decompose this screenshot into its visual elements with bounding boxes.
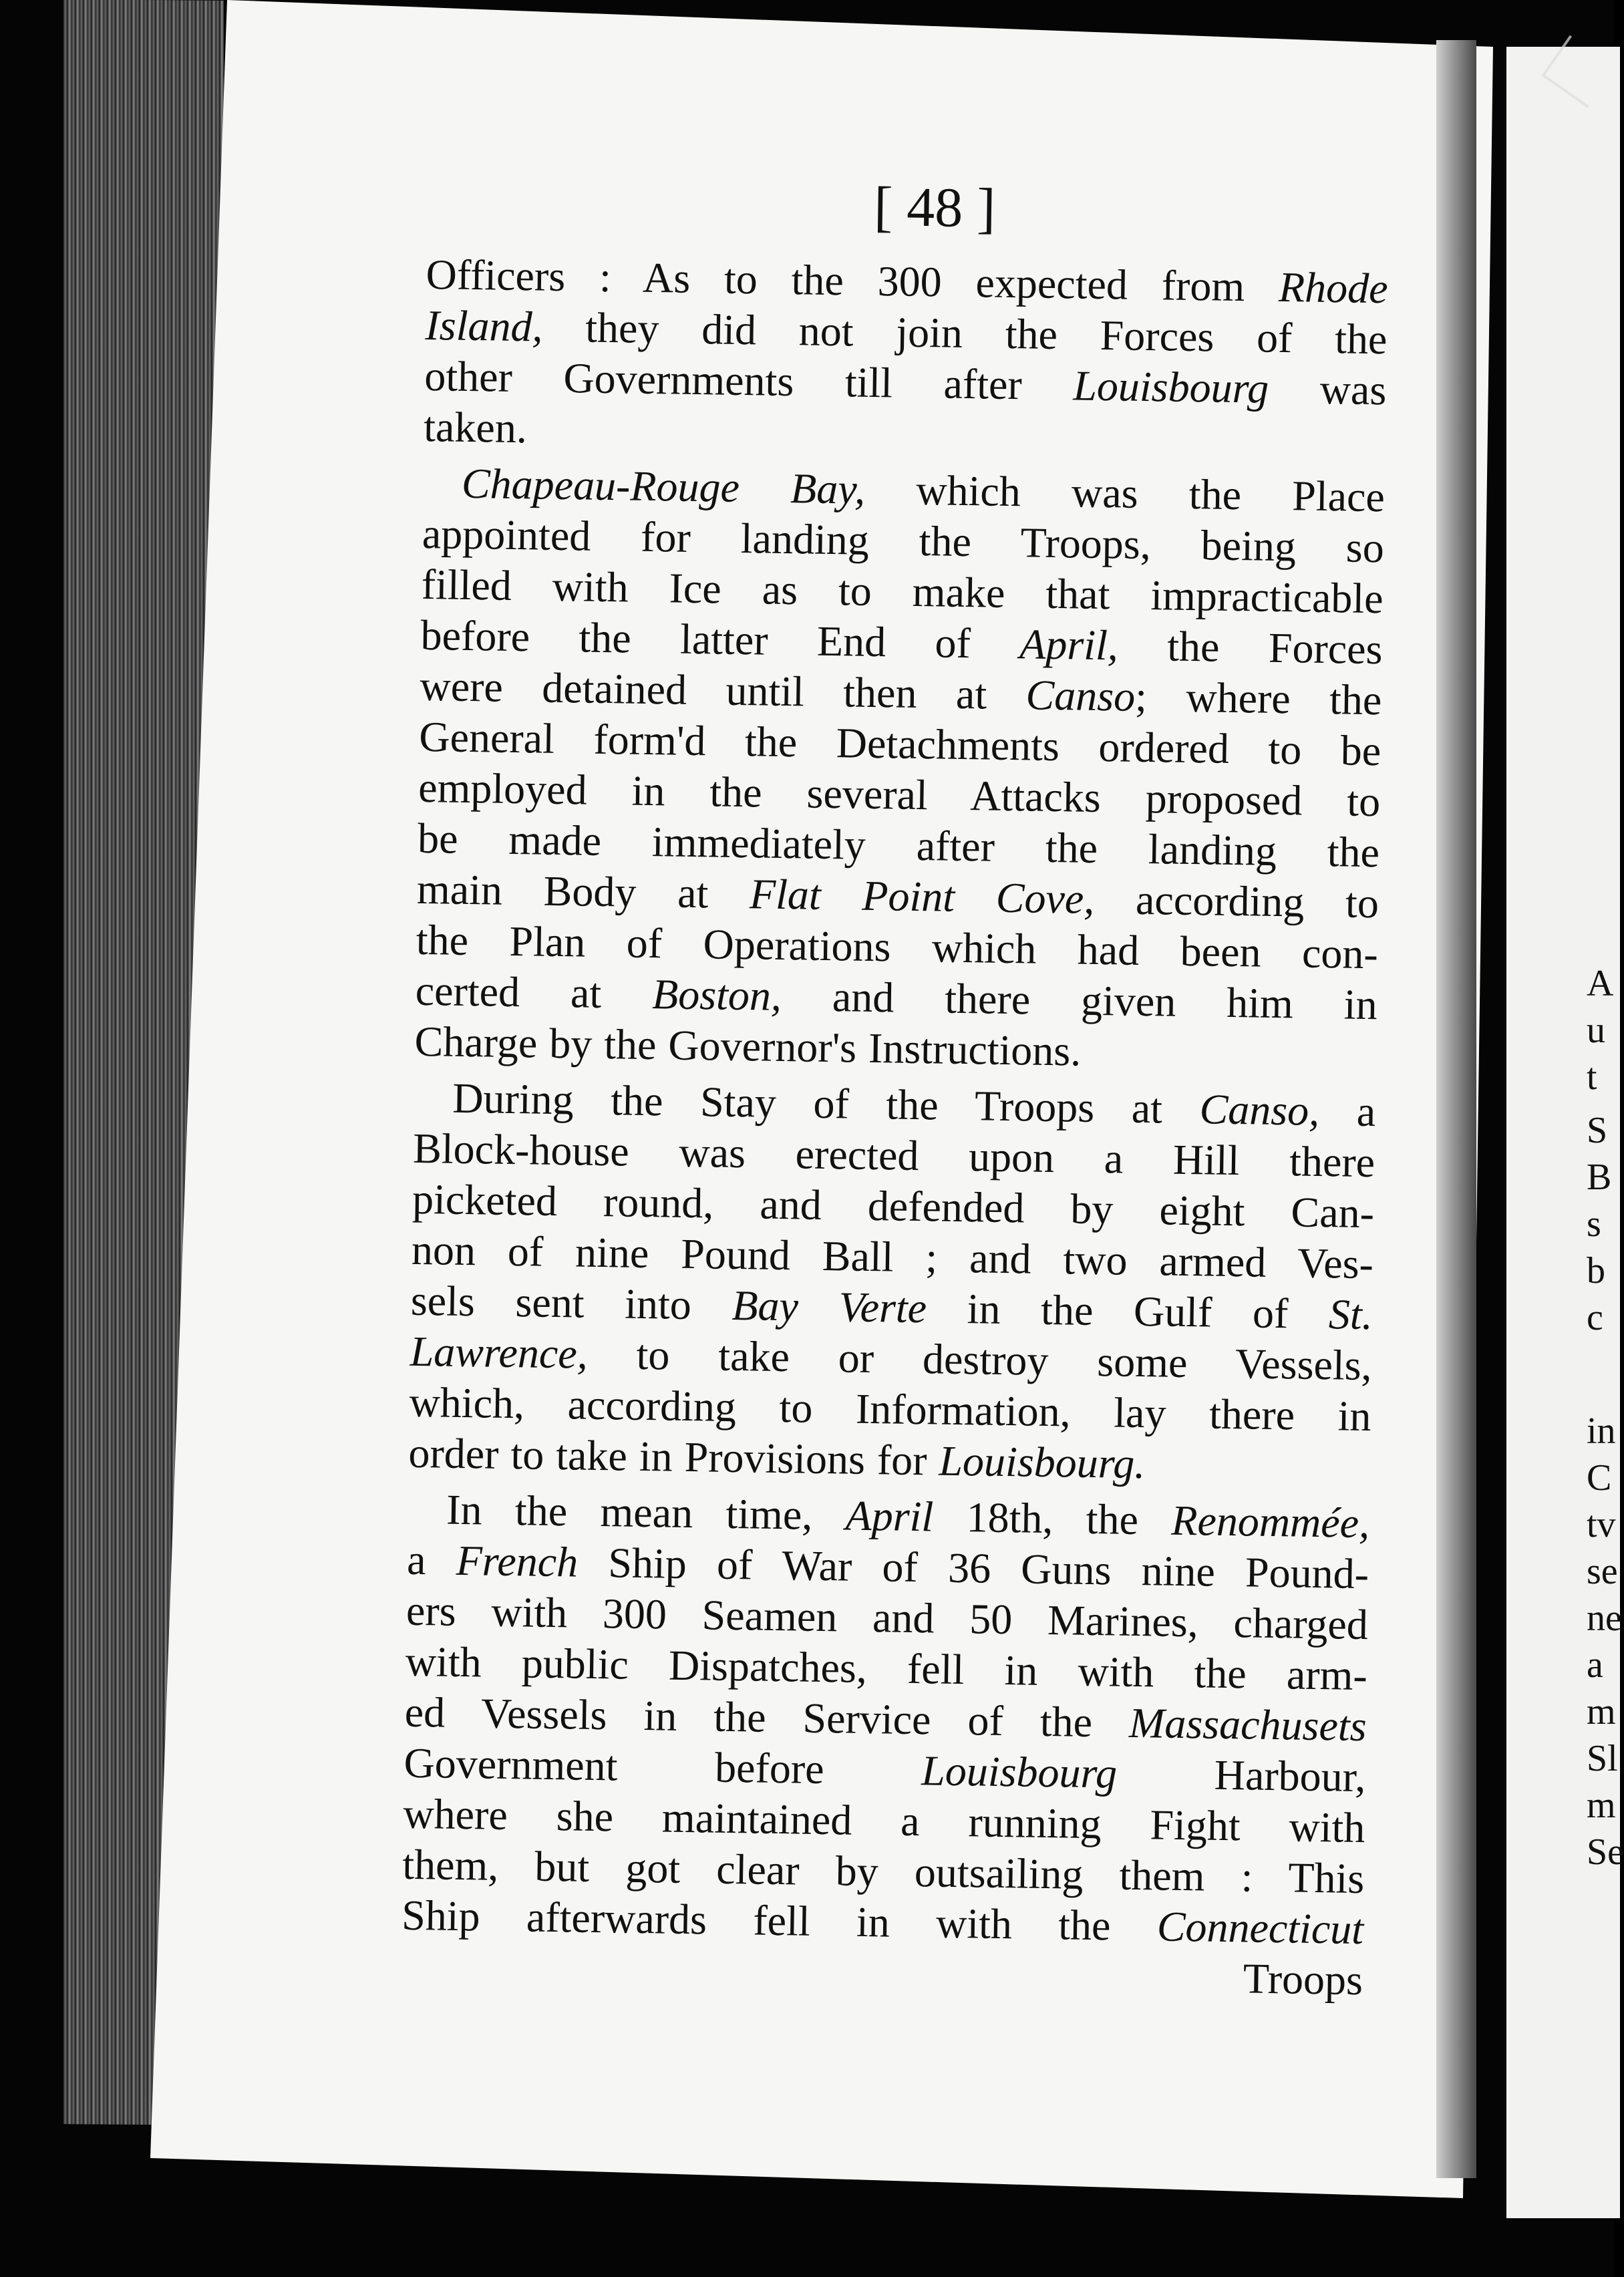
text-run: Block-house was erected upon a Hill there (412, 1124, 1375, 1187)
adjacent-page-text-fragment: se (1587, 1551, 1618, 1592)
text-run: ers with 300 Seamen and 50 Marines, charged (405, 1586, 1369, 1649)
text-run: which was the Place (864, 465, 1386, 521)
text-run: the Forces (1118, 621, 1384, 673)
text-run: sels sent into (410, 1276, 733, 1329)
adjacent-page-text-fragment: ne (1587, 1598, 1622, 1639)
adjacent-page-text-fragment: t (1587, 1056, 1597, 1098)
adjacent-page-text-fragment: s (1587, 1203, 1601, 1245)
text-run: Harbour, (1116, 1749, 1367, 1801)
adjacent-page-text-fragment: B (1587, 1157, 1612, 1198)
text-run: and there given him in (781, 972, 1378, 1029)
italic-text: St. (1328, 1290, 1373, 1339)
italic-text: Louisbourg (921, 1747, 1118, 1797)
text-run: with public Dispatches, fell in with the arm- (405, 1637, 1368, 1700)
adjacent-page-text-fragment: a (1587, 1644, 1603, 1686)
adjacent-page-text-fragment: m (1587, 1691, 1616, 1732)
adjacent-page-text-fragment: Sl (1587, 1738, 1618, 1779)
text-run: Troops (1243, 1954, 1363, 2004)
text-run: them, but got clear by outsailing them : This (401, 1840, 1365, 1903)
text-run: were detained until then at (420, 661, 1027, 719)
text-run: ; where the (1134, 672, 1382, 724)
adjacent-page-text-fragment: A (1587, 963, 1614, 1004)
page-text-block (399, 170, 1390, 2122)
text-run: During the Stay of the Troops at (452, 1074, 1200, 1133)
page-number: [ 48 ] (873, 175, 996, 240)
italic-text: Massachusets (1128, 1698, 1367, 1751)
text-run: employed in the several Attacks proposed to (418, 763, 1381, 826)
text-run: In the mean time, (446, 1485, 846, 1539)
text-run: was (1268, 364, 1387, 414)
italic-text: April, (1019, 620, 1119, 669)
italic-text: Island, (425, 301, 544, 351)
italic-text: Renommée, (1170, 1496, 1370, 1547)
body-text (401, 249, 1389, 2006)
text-run: ed Vessels in the Service of the (404, 1688, 1130, 1747)
italic-text: Canso (1025, 671, 1136, 720)
text-run: main Body at (416, 865, 750, 918)
italic-text: Connecticut (1156, 1902, 1364, 1954)
text-run: 18th, the (933, 1493, 1172, 1544)
italic-text: Rhode (1278, 263, 1389, 313)
text-run: they did not join the Forces of the (542, 303, 1388, 363)
text-run: a (406, 1535, 457, 1584)
text-run: in the Gulf of (926, 1284, 1329, 1338)
text-run: Government before (403, 1738, 922, 1795)
paper-mark (1541, 35, 1615, 108)
italic-text: Louisbourg. (939, 1436, 1146, 1488)
text-run: taken. (423, 402, 528, 452)
text-run: picketed round, and defended by eight Can- (412, 1175, 1375, 1237)
adjacent-page-text-fragment: C (1587, 1457, 1612, 1499)
text-run: non of nine Pound Ball ; and two armed Ves- (411, 1225, 1374, 1288)
text-run: Ship afterwards fell in with the (401, 1891, 1158, 1950)
text-run: a (1319, 1086, 1376, 1136)
text-run: which, according to Information, lay there in (409, 1378, 1372, 1440)
text-run: certed at (415, 966, 653, 1018)
text-run: Officers : As to the 300 expected from (426, 250, 1279, 311)
adjacent-page-text-fragment: b (1587, 1250, 1605, 1292)
italic-text: Lawrence, (410, 1327, 589, 1378)
adjacent-page-text-fragment: S (1587, 1110, 1608, 1151)
adjacent-page-text-fragment: u (1587, 1010, 1605, 1051)
text-run: according to (1094, 875, 1379, 927)
text-run: Ship of War of 36 Guns nine Pound- (577, 1538, 1369, 1598)
adjacent-page-text-fragment: m (1587, 1785, 1616, 1826)
italic-text: Bay Verte (731, 1281, 927, 1332)
italic-text: Flat Point Cove, (749, 870, 1095, 923)
adjacent-page-text-fragment: c (1587, 1297, 1603, 1338)
adjacent-page-text-fragment: in (1587, 1410, 1616, 1452)
text-run: order to take in Provisions for (408, 1428, 940, 1485)
italic-text: Louisbourg (1072, 361, 1269, 412)
adjacent-page-text-fragment: Se (1587, 1831, 1624, 1873)
text-run: where she maintained a running Fight with (402, 1789, 1365, 1852)
italic-text: Canso, (1199, 1085, 1320, 1134)
text-run: the Plan of Operations which had been con- (416, 915, 1379, 978)
text-run: appointed for landing the Troops, being so (422, 509, 1385, 572)
italic-text: Chapeau-Rouge Bay, (461, 459, 866, 513)
text-run: before the latter End of (420, 611, 1020, 668)
text-run: to take or destroy some Vessels, (587, 1330, 1373, 1390)
text-run: filled with Ice as to make that impracticable (421, 560, 1384, 623)
gutter-shadow (1436, 40, 1476, 2178)
adjacent-page (1506, 47, 1624, 2218)
text-run: be made immediately after the landing the (417, 814, 1380, 877)
text-run: General form'd the Detachments ordered to be (418, 712, 1382, 775)
text-run: Charge by the Governor's Instructions. (414, 1017, 1082, 1075)
italic-text: French (456, 1536, 579, 1586)
italic-text: April (845, 1491, 934, 1541)
italic-text: Boston, (651, 970, 782, 1020)
text-run: other Governments till after (424, 351, 1074, 410)
adjacent-page-text-fragment: tv (1587, 1504, 1616, 1545)
